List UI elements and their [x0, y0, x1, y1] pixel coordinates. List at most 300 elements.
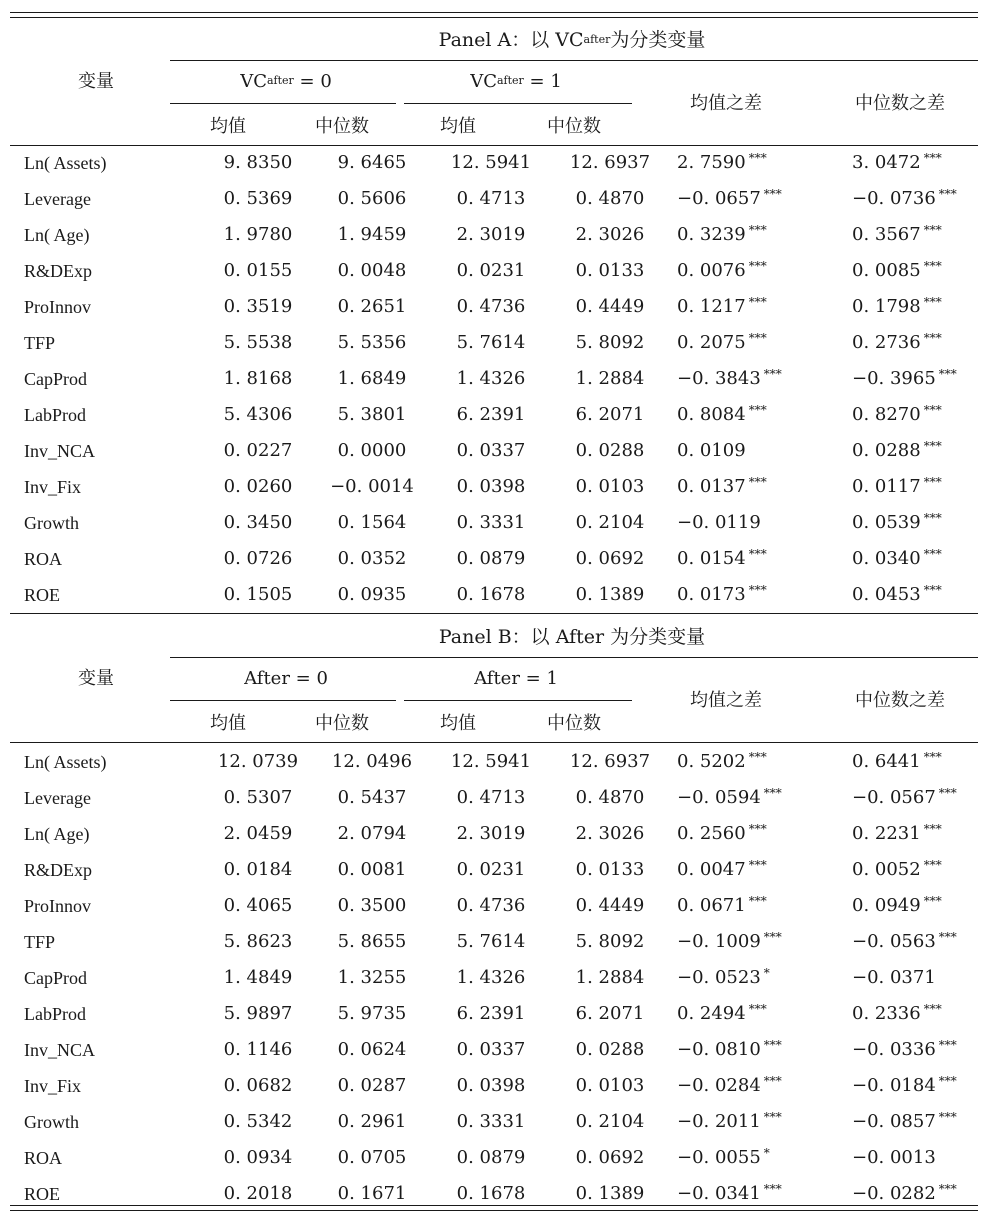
cell-mean-difference-value: −0. 0657 [677, 188, 761, 209]
row-variable-name: Ln( Age) [24, 824, 90, 844]
cell-mean-difference [677, 368, 782, 391]
row-variable-name: TFP [24, 932, 56, 952]
cell-median-difference-value: −0. 0567 [852, 787, 936, 808]
cell-median-group1: 6. 2071 [575, 404, 645, 425]
cell-median-difference-value: −0. 0336 [852, 1039, 936, 1060]
cell-median-difference [852, 260, 942, 283]
cell-median-group1: 2. 3026 [575, 224, 645, 245]
cell-median-group0: 0. 0935 [337, 584, 407, 605]
cell-median-difference [852, 584, 942, 607]
cell-mean-group1: 0. 0337 [456, 440, 526, 461]
cell-median-group0: 1. 9459 [337, 224, 407, 245]
cell-mean-group1: 1. 4326 [456, 368, 526, 389]
row-variable-name: LabProd [24, 1004, 86, 1024]
cell-mean-group0: 0. 1146 [223, 1039, 293, 1060]
cell-mean-difference-significance: *** [748, 259, 767, 273]
cell-median-difference [852, 548, 942, 571]
cell-mean-difference-value: 0. 0076 [677, 260, 746, 281]
cell-mean-group0: 5. 8623 [223, 931, 293, 952]
group-label-1-group1-suffix: = 1 [523, 71, 562, 92]
cell-mean-difference-value: 0. 2560 [677, 823, 746, 844]
column-header-median: 中位数 [547, 713, 601, 734]
cell-mean-difference [677, 967, 770, 990]
column-header-mean: 均值 [210, 713, 246, 734]
cell-median-group0: 0. 0624 [337, 1039, 407, 1060]
cell-median-difference-value: −0. 0371 [852, 967, 936, 988]
cell-median-difference [852, 476, 942, 499]
rule-line [10, 17, 978, 18]
cell-median-group1: 0. 0133 [575, 859, 645, 880]
cell-median-group0: 0. 2651 [337, 296, 407, 317]
cell-median-difference [852, 1147, 936, 1169]
row-variable-name: ProInnov [24, 896, 91, 916]
cell-mean-group0: 5. 4306 [223, 404, 293, 425]
cell-mean-difference-significance: *** [748, 822, 767, 836]
cell-median-difference [852, 823, 942, 846]
cell-mean-group1: 0. 4713 [456, 787, 526, 808]
cell-mean-group0: 1. 8168 [223, 368, 293, 389]
cell-mean-difference [677, 1111, 782, 1134]
cell-median-difference-significance: *** [938, 1038, 957, 1052]
cell-median-difference [852, 787, 957, 810]
cell-mean-difference-value: −0. 0341 [677, 1183, 761, 1204]
cell-mean-difference-significance: *** [763, 930, 782, 944]
cell-mean-difference-significance: * [763, 1146, 770, 1160]
row-variable-name: R&DExp [24, 261, 93, 281]
cell-mean-difference-value: 0. 0047 [677, 859, 746, 880]
cell-median-difference-significance: *** [923, 439, 942, 453]
cell-median-group1: 1. 2884 [575, 368, 645, 389]
cell-mean-difference [677, 895, 767, 918]
cell-median-group0: 1. 3255 [337, 967, 407, 988]
cell-median-difference-value: 0. 0117 [852, 476, 921, 497]
group-label-1 [474, 668, 558, 690]
cell-mean-group1: 0. 4736 [456, 895, 526, 916]
cell-median-difference-value: 0. 0453 [852, 584, 921, 605]
cell-median-group0: 0. 0048 [337, 260, 407, 281]
cell-mean-difference [677, 751, 767, 774]
cell-mean-group0: 1. 9780 [223, 224, 293, 245]
cell-mean-difference-significance: *** [748, 295, 767, 309]
cell-median-group1: 6. 2071 [575, 1003, 645, 1024]
cell-mean-group0: 0. 1505 [223, 584, 293, 605]
cell-mean-difference-significance: *** [763, 1074, 782, 1088]
cell-mean-difference-value: −0. 0523 [677, 967, 761, 988]
cell-mean-difference [677, 1003, 767, 1026]
cell-mean-difference [677, 476, 767, 499]
cell-mean-difference [677, 787, 782, 810]
cell-mean-difference [677, 859, 767, 882]
cell-median-group0: 0. 0287 [337, 1075, 407, 1096]
column-header-median: 中位数 [315, 116, 369, 137]
cell-mean-difference-value: −0. 0119 [677, 512, 761, 533]
cell-mean-group0: 12. 0739 [217, 751, 299, 772]
cell-mean-group1: 0. 3331 [456, 1111, 526, 1132]
cell-mean-difference-value: −0. 0284 [677, 1075, 761, 1096]
cell-mean-difference-value: 0. 0109 [677, 440, 746, 461]
column-header-mean-difference: 均值之差 [690, 93, 762, 114]
cell-mean-group0: 0. 0682 [223, 1075, 293, 1096]
cell-median-group1: 0. 2104 [575, 1111, 645, 1132]
cell-mean-group0: 1. 4849 [223, 967, 293, 988]
rule-line [10, 742, 978, 743]
cell-mean-difference [677, 1183, 782, 1206]
cell-median-difference-value: 3. 0472 [852, 152, 921, 173]
cell-mean-group0: 5. 5538 [223, 332, 293, 353]
cell-mean-difference-value: 0. 2494 [677, 1003, 746, 1024]
cell-median-group0: 0. 0000 [337, 440, 407, 461]
cell-mean-difference-significance: *** [763, 1182, 782, 1196]
cell-median-group1: 0. 4870 [575, 787, 645, 808]
cell-median-group1: 1. 2884 [575, 967, 645, 988]
cell-median-difference [852, 368, 957, 391]
cell-mean-difference-significance: *** [763, 1110, 782, 1124]
cell-median-group1: 0. 4449 [575, 296, 645, 317]
column-header-mean-difference: 均值之差 [690, 690, 762, 711]
rule-line [10, 12, 978, 13]
rule-line [170, 60, 978, 61]
cell-median-difference [852, 332, 942, 355]
cell-mean-group0: 2. 0459 [223, 823, 293, 844]
cell-median-difference-value: 0. 8270 [852, 404, 921, 425]
cell-mean-group1: 5. 7614 [456, 931, 526, 952]
cell-median-difference-significance: *** [938, 367, 957, 381]
cell-mean-difference [677, 1147, 770, 1170]
cell-mean-group1: 0. 1678 [456, 1183, 526, 1204]
cell-median-difference-value: 0. 0539 [852, 512, 921, 533]
cell-mean-group0: 0. 0227 [223, 440, 293, 461]
rule-line [10, 613, 978, 614]
panel-title [439, 29, 706, 51]
cell-mean-group1: 0. 0398 [456, 476, 526, 497]
cell-median-difference-significance: *** [938, 1110, 957, 1124]
cell-mean-difference [677, 332, 767, 355]
row-variable-name: ROE [24, 585, 60, 605]
row-variable-name: Ln( Assets) [24, 153, 107, 173]
cell-mean-group1: 0. 0231 [456, 260, 526, 281]
group-label-0-group0-suffix: = 0 [293, 71, 332, 92]
cell-median-difference [852, 512, 942, 535]
column-header-mean: 均值 [440, 713, 476, 734]
cell-median-difference-value: 0. 6441 [852, 751, 921, 772]
rule-line [10, 145, 978, 146]
cell-median-group0: 0. 0705 [337, 1147, 407, 1168]
cell-median-difference-value: 0. 2336 [852, 1003, 921, 1024]
cell-median-group0: 2. 0794 [337, 823, 407, 844]
cell-median-difference-significance: *** [923, 583, 942, 597]
cell-mean-difference-value: 0. 3239 [677, 224, 746, 245]
cell-median-group1: 0. 0133 [575, 260, 645, 281]
cell-median-difference-value: 0. 2231 [852, 823, 921, 844]
cell-mean-group1: 12. 5941 [450, 152, 532, 173]
cell-mean-group1: 0. 4713 [456, 188, 526, 209]
cell-median-difference-significance: *** [938, 1074, 957, 1088]
cell-median-difference-significance: *** [923, 151, 942, 165]
cell-median-difference-significance: *** [923, 259, 942, 273]
cell-mean-difference [677, 440, 746, 462]
rule-line [404, 700, 632, 701]
cell-mean-group0: 0. 0260 [223, 476, 293, 497]
cell-mean-difference-value: 0. 8084 [677, 404, 746, 425]
cell-median-group1: 0. 0103 [575, 476, 645, 497]
row-variable-name: ROA [24, 1148, 63, 1168]
cell-mean-difference-significance: *** [748, 475, 767, 489]
cell-median-difference [852, 1111, 957, 1134]
cell-median-group1: 0. 0103 [575, 1075, 645, 1096]
cell-median-group1: 0. 4870 [575, 188, 645, 209]
row-variable-name: Inv_Fix [24, 1076, 82, 1096]
cell-median-difference-significance: *** [923, 750, 942, 764]
cell-mean-difference-value: 0. 2075 [677, 332, 746, 353]
cell-mean-difference-value: −0. 0055 [677, 1147, 761, 1168]
cell-mean-difference-significance: *** [763, 786, 782, 800]
cell-median-difference-significance: *** [938, 187, 957, 201]
cell-median-difference-significance: *** [938, 786, 957, 800]
cell-median-difference [852, 1183, 957, 1206]
cell-median-difference-value: −0. 0563 [852, 931, 936, 952]
column-header-variable: 变量 [78, 668, 114, 689]
cell-mean-group1: 0. 0879 [456, 1147, 526, 1168]
cell-median-difference-significance: *** [923, 547, 942, 561]
cell-mean-difference [677, 584, 767, 607]
cell-median-difference-significance: *** [923, 295, 942, 309]
panel-title-title-prefix: Panel A：以 VC [438, 29, 584, 51]
group-label-0-group0-sup: after [266, 74, 294, 87]
cell-mean-group1: 0. 1678 [456, 584, 526, 605]
cell-mean-difference [677, 188, 782, 211]
cell-median-difference [852, 1039, 957, 1062]
row-variable-name: TFP [24, 333, 56, 353]
column-header-mean: 均值 [440, 116, 476, 137]
cell-median-group1: 12. 6937 [569, 751, 651, 772]
cell-median-difference [852, 152, 942, 175]
cell-mean-group0: 0. 0155 [223, 260, 293, 281]
panel-title [439, 626, 705, 648]
cell-median-difference-significance: *** [923, 894, 942, 908]
cell-median-group0: 0. 5606 [337, 188, 407, 209]
group-label-1-group1-prefix: VC [470, 71, 497, 92]
cell-median-group1: 12. 6937 [569, 152, 651, 173]
cell-median-difference-value: −0. 0013 [852, 1147, 936, 1168]
cell-mean-difference-value: −0. 3843 [677, 368, 761, 389]
cell-median-difference-value: −0. 3965 [852, 368, 936, 389]
row-variable-name: ROA [24, 549, 63, 569]
cell-median-difference-significance: *** [923, 511, 942, 525]
cell-median-difference [852, 296, 942, 319]
cell-median-group0: 5. 3801 [337, 404, 407, 425]
cell-median-difference [852, 895, 942, 918]
cell-mean-difference-significance: *** [748, 403, 767, 417]
rule-line [10, 1210, 978, 1211]
row-variable-name: Growth [24, 1112, 79, 1132]
cell-mean-difference [677, 1075, 782, 1098]
cell-mean-difference-significance: *** [748, 858, 767, 872]
cell-median-group0: 0. 0352 [337, 548, 407, 569]
cell-mean-group1: 5. 7614 [456, 332, 526, 353]
cell-mean-difference-significance: *** [748, 547, 767, 561]
cell-mean-difference-value: 0. 0173 [677, 584, 746, 605]
cell-median-group1: 0. 1389 [575, 584, 645, 605]
cell-median-difference-significance: *** [938, 1182, 957, 1196]
cell-median-difference [852, 188, 957, 211]
cell-mean-group1: 0. 0398 [456, 1075, 526, 1096]
cell-mean-difference [677, 512, 761, 534]
cell-median-difference-significance: *** [923, 858, 942, 872]
row-variable-name: ProInnov [24, 297, 91, 317]
row-variable-name: Inv_Fix [24, 477, 82, 497]
cell-mean-difference-value: 0. 0671 [677, 895, 746, 916]
row-variable-name: ROE [24, 1184, 60, 1204]
cell-mean-difference-significance: *** [748, 1002, 767, 1016]
group-label-0-group0-prefix: After = 0 [244, 668, 328, 689]
cell-mean-difference-significance: *** [763, 367, 782, 381]
cell-median-difference-significance: *** [923, 475, 942, 489]
cell-median-group1: 2. 3026 [575, 823, 645, 844]
cell-median-difference [852, 440, 942, 463]
cell-mean-difference [677, 260, 767, 283]
cell-mean-difference-value: −0. 0594 [677, 787, 761, 808]
cell-median-group0: 0. 1564 [337, 512, 407, 533]
row-variable-name: Leverage [24, 189, 91, 209]
cell-median-difference-value: 0. 2736 [852, 332, 921, 353]
cell-median-difference-significance: *** [923, 223, 942, 237]
rule-line [170, 700, 396, 701]
cell-median-difference-value: 0. 0288 [852, 440, 921, 461]
cell-mean-difference [677, 1039, 782, 1062]
row-variable-name: Ln( Age) [24, 225, 90, 245]
cell-median-difference-value: −0. 0736 [852, 188, 936, 209]
cell-mean-group0: 0. 2018 [223, 1183, 293, 1204]
cell-mean-group1: 6. 2391 [456, 1003, 526, 1024]
cell-median-difference-value: 0. 0052 [852, 859, 921, 880]
column-header-mean: 均值 [210, 116, 246, 137]
cell-median-group0: 9. 6465 [337, 152, 407, 173]
cell-mean-group1: 2. 3019 [456, 224, 526, 245]
cell-mean-difference-value: −0. 0810 [677, 1039, 761, 1060]
cell-mean-group0: 0. 5342 [223, 1111, 293, 1132]
cell-mean-difference-value: 0. 1217 [677, 296, 746, 317]
cell-mean-group0: 0. 4065 [223, 895, 293, 916]
group-label-1-group1-sup: after [496, 74, 524, 87]
cell-median-group0: 0. 3500 [337, 895, 407, 916]
cell-median-group0: 0. 5437 [337, 787, 407, 808]
cell-mean-group0: 9. 8350 [223, 152, 293, 173]
cell-mean-difference [677, 152, 767, 175]
rule-line [10, 1205, 978, 1206]
cell-median-group1: 0. 4449 [575, 895, 645, 916]
cell-median-group1: 0. 0692 [575, 548, 645, 569]
cell-median-group0: 0. 0081 [337, 859, 407, 880]
row-variable-name: Ln( Assets) [24, 752, 107, 772]
cell-median-group0: 1. 6849 [337, 368, 407, 389]
cell-mean-group0: 0. 0184 [223, 859, 293, 880]
cell-median-group0: 5. 5356 [337, 332, 407, 353]
cell-mean-group0: 0. 3450 [223, 512, 293, 533]
cell-median-difference [852, 967, 936, 989]
row-variable-name: Leverage [24, 788, 91, 808]
column-header-variable: 变量 [78, 71, 114, 92]
cell-median-difference-value: 0. 0340 [852, 548, 921, 569]
cell-mean-difference-significance: *** [748, 894, 767, 908]
panel-title-title-suffix: 为分类变量 [610, 29, 706, 51]
cell-mean-difference-significance: *** [748, 583, 767, 597]
row-variable-name: R&DExp [24, 860, 93, 880]
group-label-1 [470, 71, 562, 93]
cell-mean-group0: 0. 0726 [223, 548, 293, 569]
cell-median-group0: −0. 0014 [330, 476, 414, 497]
cell-median-group1: 5. 8092 [575, 931, 645, 952]
cell-median-group1: 0. 1389 [575, 1183, 645, 1204]
cell-median-difference [852, 859, 942, 882]
cell-mean-difference-value: 0. 0154 [677, 548, 746, 569]
panel-title-title-prefix: Panel B：以 After 为分类变量 [438, 626, 706, 648]
cell-mean-group1: 1. 4326 [456, 967, 526, 988]
cell-mean-difference [677, 548, 767, 571]
row-variable-name: Inv_NCA [24, 441, 95, 461]
cell-median-group1: 0. 0288 [575, 440, 645, 461]
cell-mean-difference-value: −0. 2011 [677, 1111, 761, 1132]
column-header-median: 中位数 [547, 116, 601, 137]
cell-median-difference [852, 404, 942, 427]
cell-median-difference-value: −0. 0857 [852, 1111, 936, 1132]
cell-mean-difference-significance: *** [748, 750, 767, 764]
cell-median-difference-value: −0. 0282 [852, 1183, 936, 1204]
cell-mean-group1: 12. 5941 [450, 751, 532, 772]
cell-mean-difference [677, 823, 767, 846]
cell-mean-group1: 0. 0231 [456, 859, 526, 880]
group-label-0-group0-prefix: VC [240, 71, 267, 92]
cell-median-group1: 0. 0288 [575, 1039, 645, 1060]
group-label-0 [240, 71, 332, 93]
row-variable-name: Growth [24, 513, 79, 533]
column-header-median-difference: 中位数之差 [855, 93, 945, 114]
row-variable-name: LabProd [24, 405, 86, 425]
cell-median-group1: 5. 8092 [575, 332, 645, 353]
cell-mean-group1: 0. 0337 [456, 1039, 526, 1060]
cell-mean-difference [677, 296, 767, 319]
cell-mean-group0: 5. 9897 [223, 1003, 293, 1024]
cell-median-difference-value: −0. 0184 [852, 1075, 936, 1096]
cell-median-group0: 12. 0496 [331, 751, 413, 772]
cell-median-difference-significance: *** [923, 331, 942, 345]
cell-median-difference-significance: *** [923, 1002, 942, 1016]
row-variable-name: CapProd [24, 968, 87, 988]
cell-median-difference-significance: *** [923, 403, 942, 417]
cell-median-group0: 5. 8655 [337, 931, 407, 952]
panel-title-title-sup: after [583, 33, 611, 46]
cell-median-difference-value: 0. 0085 [852, 260, 921, 281]
cell-mean-difference-value: 0. 5202 [677, 751, 746, 772]
cell-mean-group1: 0. 3331 [456, 512, 526, 533]
cell-mean-group0: 0. 0934 [223, 1147, 293, 1168]
cell-mean-group1: 0. 4736 [456, 296, 526, 317]
cell-mean-difference-significance: *** [763, 187, 782, 201]
cell-median-difference [852, 931, 957, 954]
rule-line [404, 103, 632, 104]
cell-median-group1: 0. 0692 [575, 1147, 645, 1168]
rule-line [170, 657, 978, 658]
cell-median-difference-value: 0. 1798 [852, 296, 921, 317]
cell-mean-difference [677, 404, 767, 427]
cell-mean-difference-value: 2. 7590 [677, 152, 746, 173]
cell-mean-difference-value: 0. 0137 [677, 476, 746, 497]
cell-median-difference-value: 0. 3567 [852, 224, 921, 245]
cell-mean-difference-significance: *** [748, 331, 767, 345]
cell-mean-difference-significance: *** [748, 151, 767, 165]
rule-line [170, 103, 396, 104]
cell-mean-difference-significance: *** [763, 1038, 782, 1052]
cell-mean-group1: 0. 0879 [456, 548, 526, 569]
